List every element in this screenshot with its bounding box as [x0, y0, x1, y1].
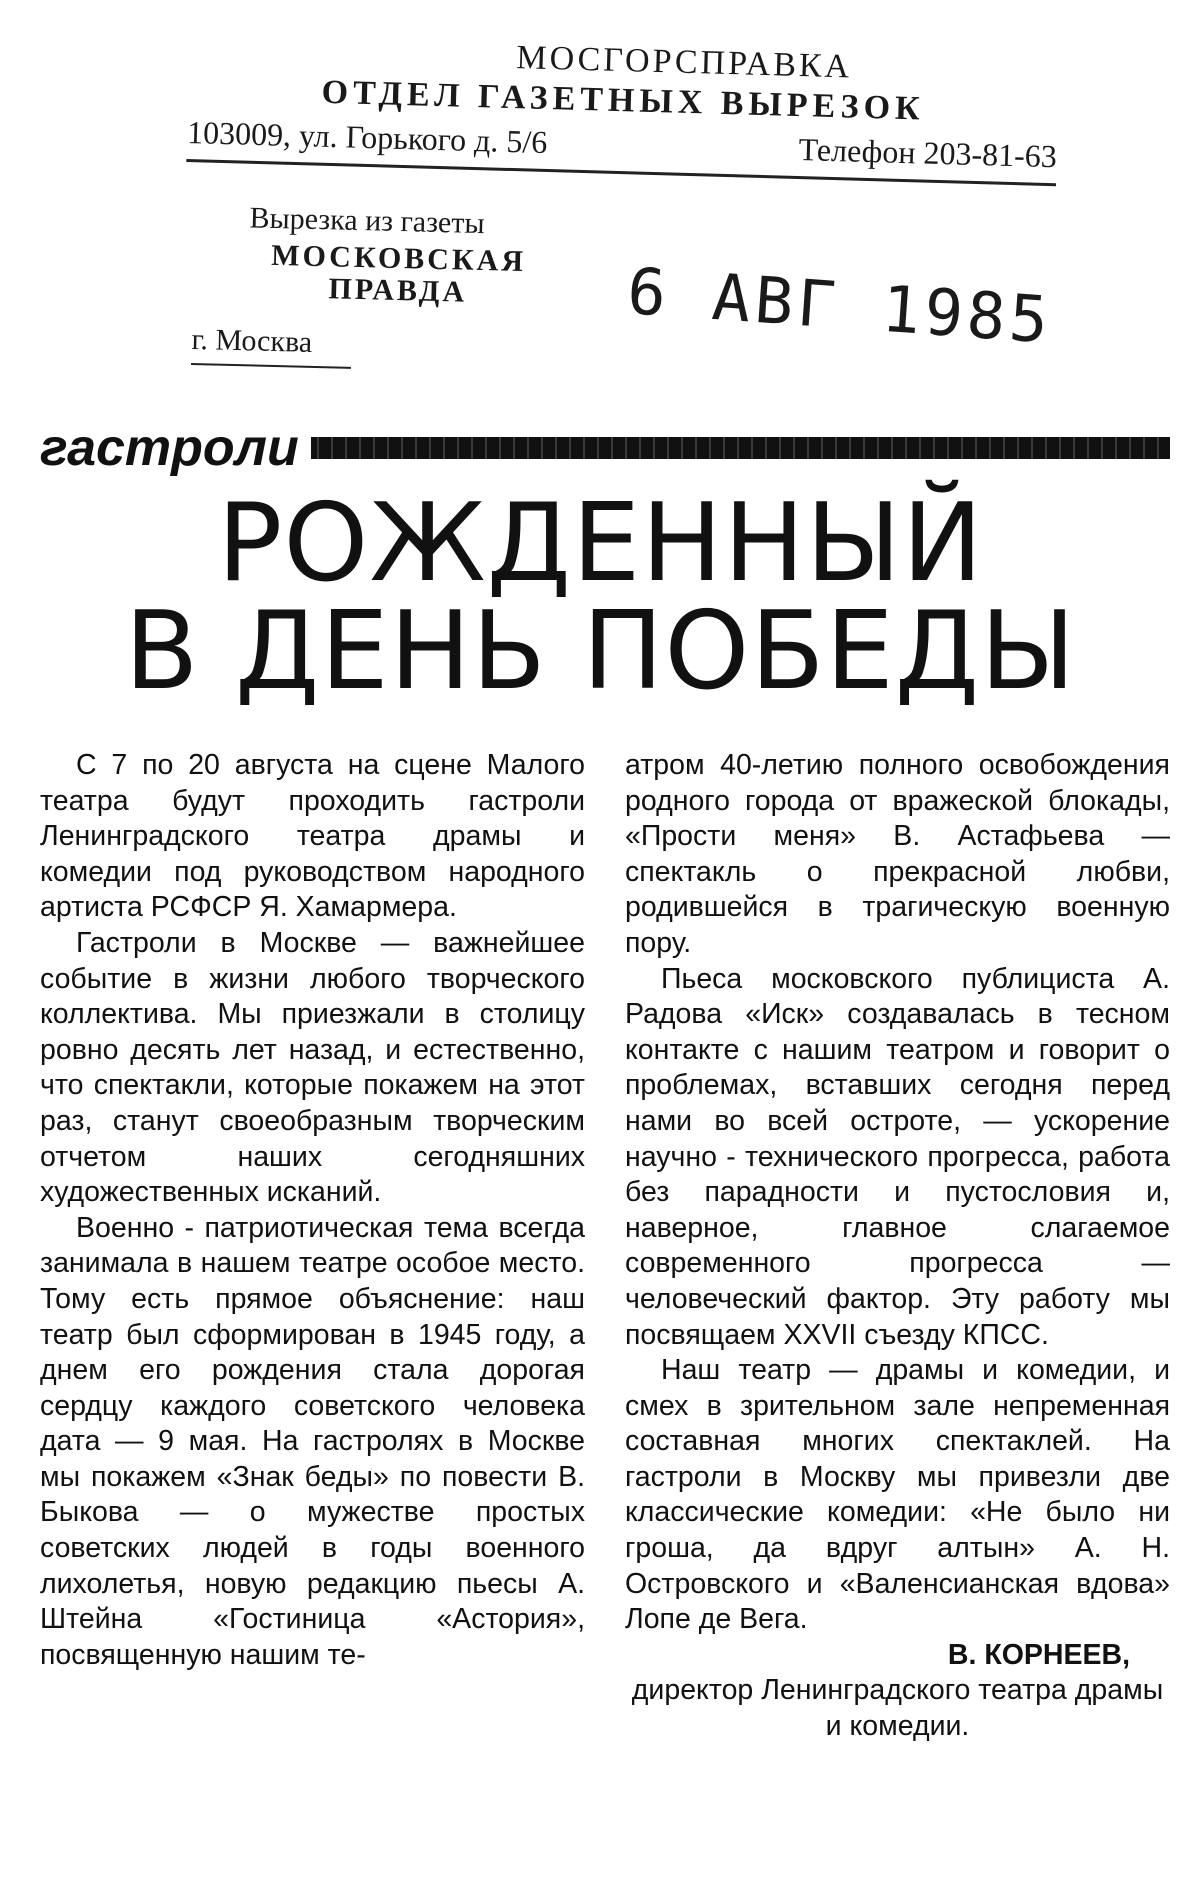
date-stamp: 6 АВГ 1985 [624, 255, 1055, 359]
author-signature: В. КОРНЕЕВ, [947, 1638, 1130, 1671]
paragraph: Военно - патриотическая тема всегда занимала в нашем театре особое место. Тому есть прямое объяснение: наш театр был сформирован в 1945 году, а днем его рождения стала дорогая сердцу каждого советского человека дата — 9 мая. На гастролях в Москве мы покажем «Знак беды» по повести В. Быкова — о мужестве простых советских людей в годы военного лихолетья, новую редакцию пьесы А. Штейна «Гостиница «Астория», посвященную нашим те- [40, 1211, 585, 1671]
headline-line-1: РОЖДЕННЫЙ [217, 481, 984, 606]
article-headline [0, 481, 1201, 714]
paragraph: С 7 по 20 августа на сцене Малого театра будут проходить гастроли Ленинградского театра драмы и комедии под руководством народного артиста РСФСР Я. Хамармера. [40, 749, 585, 924]
article-column-right [625, 748, 1170, 1858]
stamp-department: ОТДЕЛ ГАЗЕТНЫХ ВЫРЕЗОК [321, 73, 926, 128]
rubric-label: гастроли [40, 419, 299, 477]
clipping-city: г. Москва [191, 323, 352, 369]
paragraph: Гастроли в Москве — важнейшее событие в жизни любого творческого коллектива. Мы приезжали в столицу ровно десять лет назад, и естественно, что спектакли, которые покажем на этот раз, станут своеобразным творческим отчетом наших сегодняшних художественных исканий. [40, 926, 585, 1209]
author-title: директор Ленинградского театра драмы и комедии. [631, 1674, 1164, 1743]
rubric-header [40, 418, 1170, 478]
rubric-rule [311, 437, 1170, 459]
paragraph-continuation: атром 40-летию полного освобождения родного города от вражеской блокады, «Прости меня» В. Астафьева — спектакль о прекрасной любви, родившейся в трагическую военную пору. [625, 749, 1170, 959]
clipping-source [191, 200, 575, 374]
newspaper-name: МОСКОВСКАЯ ПРАВДА [270, 238, 527, 309]
clipping-service-stamp [186, 30, 1059, 186]
paragraph: Наш театр — драмы и комедии, и смех в зрительном зале непременная составная многих спектаклей. На гастроли в Москву мы привезли две классические комедии: «Не было ни гроша, да вдруг алтын» А. Н. Островского и «Валенсианская вдова» Лопе де Вега. [625, 1354, 1170, 1636]
paragraph: Пьеса московского публициста А. Радова «Иск» создавалась в тесном контакте с нашим театром и говорит о проблемах, вставших сегодня перед нами во всей остроте, — ускорение научно - технического прогресса, работа без парадности и пустословия и, наверное, главное слагаемое современного прогресса — человеческий фактор. Эту работу мы посвящаем XXVII съезду КПСС. [625, 962, 1170, 1351]
headline-line-2: В ДЕНЬ ПОБЕДЫ [124, 589, 1077, 714]
stamp-organization: МОСГОРСПРАВКА [515, 39, 853, 86]
article-body [40, 748, 1170, 1858]
stamp-address: 103009, ул. Горького д. 5/6 [186, 113, 548, 161]
clipping-from-label: Вырезка из газеты [249, 201, 486, 241]
article-column-left [40, 748, 585, 1858]
stamp-phone: Телефон 203-81-63 [798, 131, 1058, 175]
